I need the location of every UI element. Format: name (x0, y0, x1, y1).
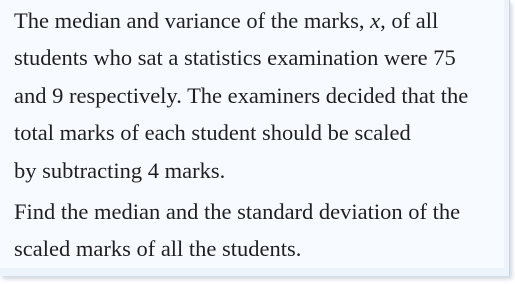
variable-x: x (370, 8, 381, 33)
task-line-2: scaled marks of all the students. (14, 236, 302, 262)
question-line-5: by subtracting 4 marks. (14, 157, 226, 183)
task-line-1: Find the median and the standard deviation of the (14, 199, 461, 224)
question-line-1-end: , of all (380, 8, 439, 33)
question-paragraph-1 (14, 2, 468, 189)
question-line-3: and 9 respectively. The examiners decided that the (14, 82, 469, 108)
question-line-4: total marks of each student should be scaled (14, 120, 411, 146)
question-line-1 (14, 2, 468, 39)
question-paragraph-2 (14, 193, 460, 268)
question-line-1-start: The median and variance of the marks, (14, 8, 371, 33)
question-line-2: students who sat a statistics examination were 75 (14, 45, 456, 71)
